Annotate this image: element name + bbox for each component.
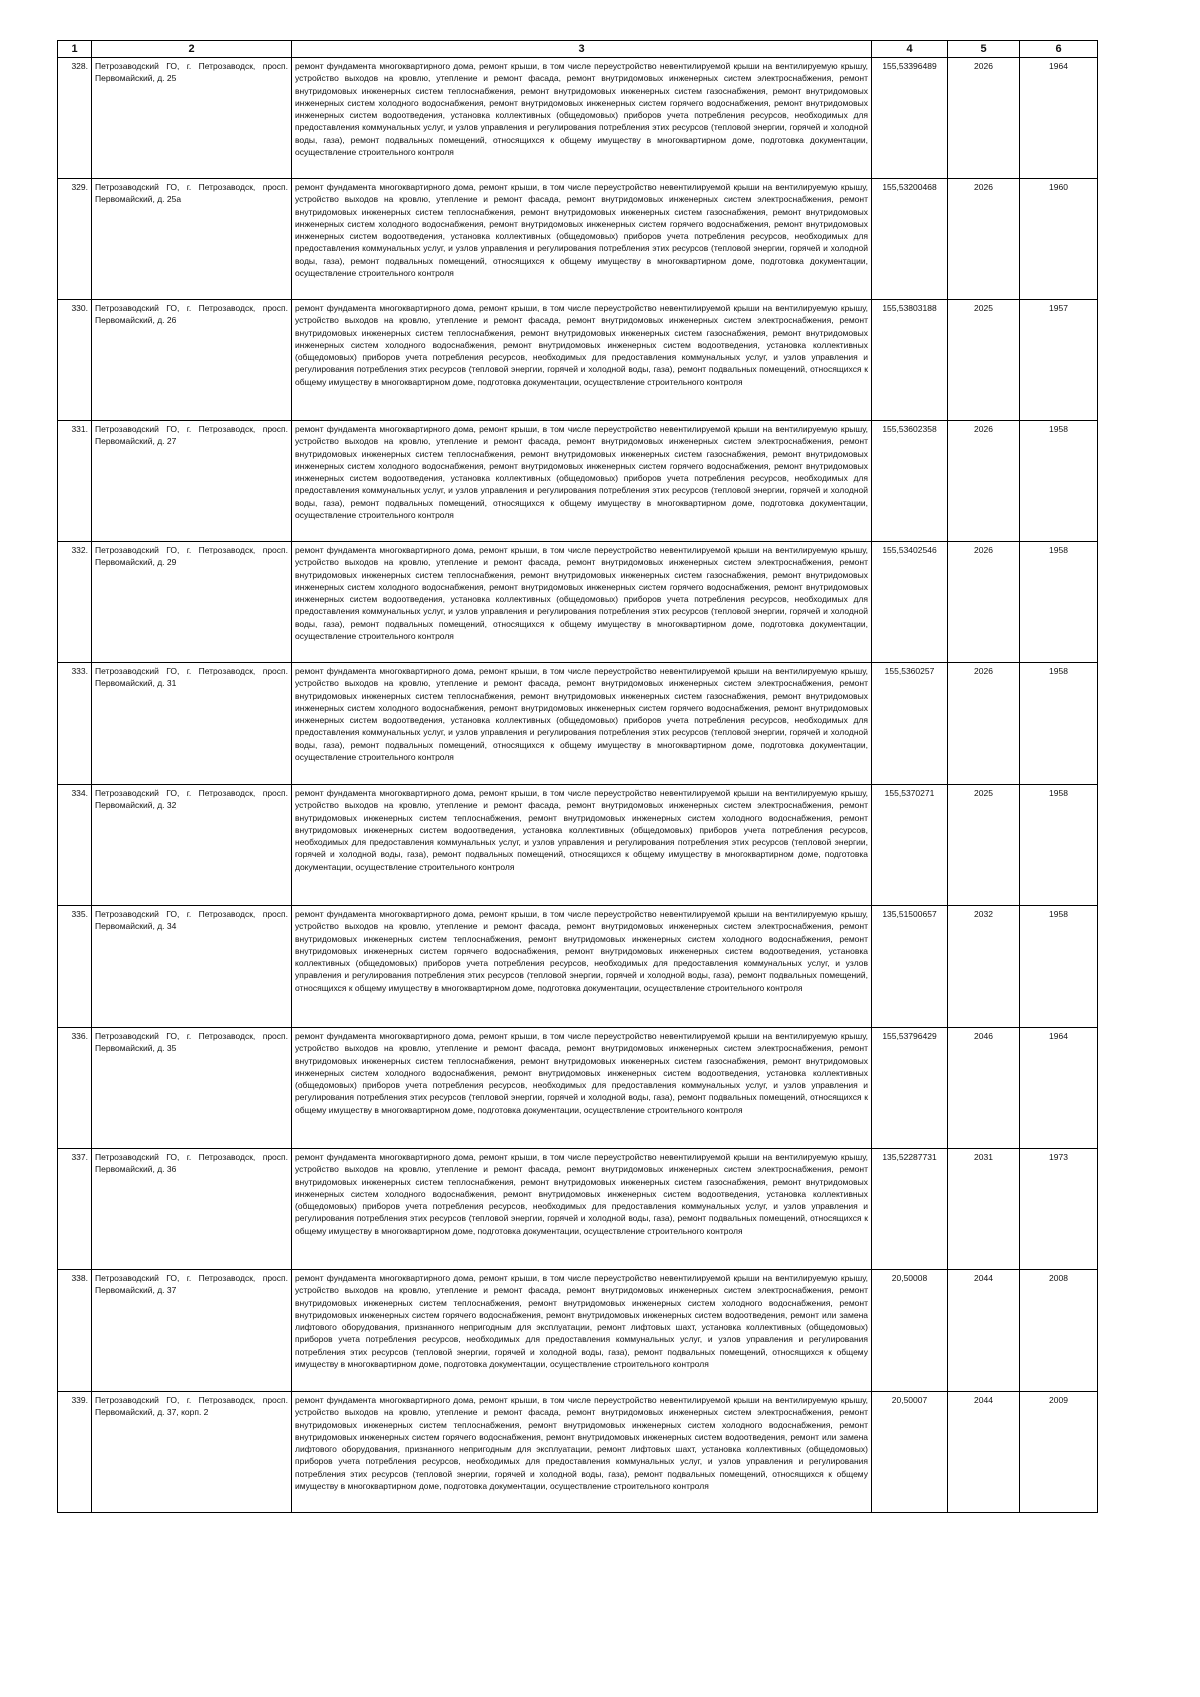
table-row	[58, 785, 1098, 906]
row-number: 330.	[58, 300, 92, 421]
table-row	[58, 1149, 1098, 1270]
table-row	[58, 421, 1098, 542]
row-number: 334.	[58, 785, 92, 906]
built-year-cell: 1964	[1020, 1028, 1098, 1149]
table-row	[58, 1028, 1098, 1149]
value-cell: 155,5360257	[872, 663, 948, 785]
built-year-cell: 1973	[1020, 1149, 1098, 1270]
value-cell: 135,52287731	[872, 1149, 948, 1270]
works-cell: ремонт фундамента многоквартирного дома, ремонт крыши, в том числе переустройство невентилируемой крыши на вентилируемую крышу, устройство выходов на кровлю, утепление и ремонт фасада, ремонт внутридомовых инженерных систем электроснабжения, ремонт внутридомовых инженерных систем теплоснабжения, ремонт внутридомовых инженерных систем холодного водоснабжения, ремонт внутридомовых инженерных систем горячего водоснабжения, ремонт внутридомовых инженерных систем водоотведения, ремонт или замена лифтового оборудования, признанного непригодным для эксплуатации, ремонт лифтовых шахт, установка коллективных (общедомовых) приборов учета потребления ресурсов, необходимых для предоставления коммунальных услуг, и узлов управления и регулирования потребления этих ресурсов (тепловой энергии, горячей и холодной воды, газа), ремонт подвальных помещений, относящихся к общему имуществу в многоквартирном доме, подготовка документации, осуществление строительного контроля	[292, 1392, 872, 1513]
works-cell: ремонт фундамента многоквартирного дома, ремонт крыши, в том числе переустройство невентилируемой крыши на вентилируемую крышу, устройство выходов на кровлю, утепление и ремонт фасада, ремонт внутридомовых инженерных систем электроснабжения, ремонт внутридомовых инженерных систем теплоснабжения, ремонт внутридомовых инженерных систем холодного водоснабжения, ремонт внутридомовых инженерных систем водоотведения, установка коллективных (общедомовых) приборов учета потребления ресурсов, необходимых для предоставления коммунальных услуг, и узлов управления и регулирования потребления этих ресурсов (тепловой энергии, горячей и холодной воды, газа), ремонт подвальных помещений, относящихся к общему имуществу в многоквартирном доме, подготовка документации, осуществление строительного контроля	[292, 785, 872, 906]
address-cell: Петрозаводский ГО, г. Петрозаводск, просп. Первомайский, д. 29	[92, 542, 292, 663]
value-cell: 20,50008	[872, 1270, 948, 1392]
works-cell: ремонт фундамента многоквартирного дома, ремонт крыши, в том числе переустройство невентилируемой крыши на вентилируемую крышу, устройство выходов на кровлю, утепление и ремонт фасада, ремонт внутридомовых инженерных систем электроснабжения, ремонт внутридомовых инженерных систем теплоснабжения, ремонт внутридомовых инженерных систем газоснабжения, ремонт внутридомовых инженерных систем холодного водоснабжения, ремонт внутридомовых инженерных систем горячего водоснабжения, ремонт внутридомовых инженерных систем водоотведения, установка коллективных (общедомовых) приборов учета потребления ресурсов, необходимых для предоставления коммунальных услуг, и узлов управления и регулирования потребления этих ресурсов (тепловой энергии, горячей и холодной воды, газа), ремонт подвальных помещений, относящихся к общему имуществу в многоквартирном доме, подготовка документации, осуществление строительного контроля	[292, 663, 872, 785]
address-cell: Петрозаводский ГО, г. Петрозаводск, просп. Первомайский, д. 37	[92, 1270, 292, 1392]
row-number: 335.	[58, 906, 92, 1028]
value-cell: 155,53402546	[872, 542, 948, 663]
column-header: 5	[948, 41, 1020, 58]
built-year-cell: 1960	[1020, 179, 1098, 300]
address-cell: Петрозаводский ГО, г. Петрозаводск, просп. Первомайский, д. 34	[92, 906, 292, 1028]
address-cell: Петрозаводский ГО, г. Петрозаводск, просп. Первомайский, д. 25	[92, 58, 292, 179]
value-cell: 155,5370271	[872, 785, 948, 906]
value-cell: 155,53396489	[872, 58, 948, 179]
address-cell: Петрозаводский ГО, г. Петрозаводск, просп. Первомайский, д. 37, корп. 2	[92, 1392, 292, 1513]
value-cell: 135,51500657	[872, 906, 948, 1028]
value-cell: 155,53200468	[872, 179, 948, 300]
header-row	[58, 41, 1098, 58]
year-cell: 2031	[948, 1149, 1020, 1270]
row-number: 332.	[58, 542, 92, 663]
year-cell: 2025	[948, 785, 1020, 906]
address-cell: Петрозаводский ГО, г. Петрозаводск, просп. Первомайский, д. 32	[92, 785, 292, 906]
address-cell: Петрозаводский ГО, г. Петрозаводск, просп. Первомайский, д. 27	[92, 421, 292, 542]
address-cell: Петрозаводский ГО, г. Петрозаводск, просп. Первомайский, д. 25а	[92, 179, 292, 300]
table-row	[58, 300, 1098, 421]
year-cell: 2026	[948, 179, 1020, 300]
year-cell: 2026	[948, 421, 1020, 542]
column-header: 3	[292, 41, 872, 58]
works-cell: ремонт фундамента многоквартирного дома, ремонт крыши, в том числе переустройство невентилируемой крыши на вентилируемую крышу, устройство выходов на кровлю, утепление и ремонт фасада, ремонт внутридомовых инженерных систем электроснабжения, ремонт внутридомовых инженерных систем теплоснабжения, ремонт внутридомовых инженерных систем газоснабжения, ремонт внутридомовых инженерных систем холодного водоснабжения, ремонт внутридомовых инженерных систем водоотведения, установка коллективных (общедомовых) приборов учета потребления ресурсов, необходимых для предоставления коммунальных услуг, и узлов управления и регулирования потребления этих ресурсов (тепловой энергии, горячей и холодной воды, газа), ремонт подвальных помещений, относящихся к общему имуществу в многоквартирном доме, подготовка документации, осуществление строительного контроля	[292, 1149, 872, 1270]
document-page	[57, 40, 1097, 1513]
table-row	[58, 179, 1098, 300]
works-cell: ремонт фундамента многоквартирного дома, ремонт крыши, в том числе переустройство невентилируемой крыши на вентилируемую крышу, устройство выходов на кровлю, утепление и ремонт фасада, ремонт внутридомовых инженерных систем электроснабжения, ремонт внутридомовых инженерных систем теплоснабжения, ремонт внутридомовых инженерных систем газоснабжения, ремонт внутридомовых инженерных систем холодного водоснабжения, ремонт внутридомовых инженерных систем водоотведения, установка коллективных (общедомовых) приборов учета потребления ресурсов, необходимых для предоставления коммунальных услуг, и узлов управления и регулирования потребления этих ресурсов (тепловой энергии, горячей и холодной воды, газа), ремонт подвальных помещений, относящихся к общему имуществу в многоквартирном доме, подготовка документации, осуществление строительного контроля	[292, 300, 872, 421]
value-cell: 20,50007	[872, 1392, 948, 1513]
built-year-cell: 1964	[1020, 58, 1098, 179]
built-year-cell: 2008	[1020, 1270, 1098, 1392]
year-cell: 2032	[948, 906, 1020, 1028]
year-cell: 2026	[948, 58, 1020, 179]
built-year-cell: 1958	[1020, 785, 1098, 906]
column-header: 4	[872, 41, 948, 58]
value-cell: 155,53796429	[872, 1028, 948, 1149]
row-number: 331.	[58, 421, 92, 542]
works-cell: ремонт фундамента многоквартирного дома, ремонт крыши, в том числе переустройство невентилируемой крыши на вентилируемую крышу, устройство выходов на кровлю, утепление и ремонт фасада, ремонт внутридомовых инженерных систем электроснабжения, ремонт внутридомовых инженерных систем теплоснабжения, ремонт внутридомовых инженерных систем холодного водоснабжения, ремонт внутридомовых инженерных систем горячего водоснабжения, ремонт внутридомовых инженерных систем водоотведения, установка коллективных (общедомовых) приборов учета потребления ресурсов, необходимых для предоставления коммунальных услуг, и узлов управления и регулирования потребления этих ресурсов (тепловой энергии, горячей и холодной воды, газа), ремонт подвальных помещений, относящихся к общему имуществу в многоквартирном доме, подготовка документации, осуществление строительного контроля	[292, 906, 872, 1028]
table-row	[58, 663, 1098, 785]
row-number: 329.	[58, 179, 92, 300]
row-number: 338.	[58, 1270, 92, 1392]
built-year-cell: 1957	[1020, 300, 1098, 421]
value-cell: 155,53803188	[872, 300, 948, 421]
row-number: 333.	[58, 663, 92, 785]
works-cell: ремонт фундамента многоквартирного дома, ремонт крыши, в том числе переустройство невентилируемой крыши на вентилируемую крышу, устройство выходов на кровлю, утепление и ремонт фасада, ремонт внутридомовых инженерных систем электроснабжения, ремонт внутридомовых инженерных систем теплоснабжения, ремонт внутридомовых инженерных систем холодного водоснабжения, ремонт внутридомовых инженерных систем горячего водоснабжения, ремонт внутридомовых инженерных систем водоотведения, ремонт или замена лифтового оборудования, признанного непригодным для эксплуатации, ремонт лифтовых шахт, установка коллективных (общедомовых) приборов учета потребления ресурсов, необходимых для предоставления коммунальных услуг, и узлов управления и регулирования потребления этих ресурсов (тепловой энергии, горячей и холодной воды, газа), ремонт подвальных помещений, относящихся к общему имуществу в многоквартирном доме, подготовка документации, осуществление строительного контроля	[292, 1270, 872, 1392]
works-cell: ремонт фундамента многоквартирного дома, ремонт крыши, в том числе переустройство невентилируемой крыши на вентилируемую крышу, устройство выходов на кровлю, утепление и ремонт фасада, ремонт внутридомовых инженерных систем электроснабжения, ремонт внутридомовых инженерных систем теплоснабжения, ремонт внутридомовых инженерных систем газоснабжения, ремонт внутридомовых инженерных систем холодного водоснабжения, ремонт внутридомовых инженерных систем горячего водоснабжения, ремонт внутридомовых инженерных систем водоотведения, установка коллективных (общедомовых) приборов учета потребления ресурсов, необходимых для предоставления коммунальных услуг, и узлов управления и регулирования потребления этих ресурсов (тепловой энергии, горячей и холодной воды, газа), ремонт подвальных помещений, относящихся к общему имуществу в многоквартирном доме, подготовка документации, осуществление строительного контроля	[292, 542, 872, 663]
built-year-cell: 2009	[1020, 1392, 1098, 1513]
address-cell: Петрозаводский ГО, г. Петрозаводск, просп. Первомайский, д. 36	[92, 1149, 292, 1270]
works-cell: ремонт фундамента многоквартирного дома, ремонт крыши, в том числе переустройство невентилируемой крыши на вентилируемую крышу, устройство выходов на кровлю, утепление и ремонт фасада, ремонт внутридомовых инженерных систем электроснабжения, ремонт внутридомовых инженерных систем теплоснабжения, ремонт внутридомовых инженерных систем газоснабжения, ремонт внутридомовых инженерных систем холодного водоснабжения, ремонт внутридомовых инженерных систем горячего водоснабжения, ремонт внутридомовых инженерных систем водоотведения, установка коллективных (общедомовых) приборов учета потребления ресурсов, необходимых для предоставления коммунальных услуг, и узлов управления и регулирования потребления этих ресурсов (тепловой энергии, горячей и холодной воды, газа), ремонт подвальных помещений, относящихся к общему имуществу в многоквартирном доме, подготовка документации, осуществление строительного контроля	[292, 179, 872, 300]
column-header: 1	[58, 41, 92, 58]
year-cell: 2026	[948, 542, 1020, 663]
built-year-cell: 1958	[1020, 421, 1098, 542]
value-cell: 155,53602358	[872, 421, 948, 542]
works-cell: ремонт фундамента многоквартирного дома, ремонт крыши, в том числе переустройство невентилируемой крыши на вентилируемую крышу, устройство выходов на кровлю, утепление и ремонт фасада, ремонт внутридомовых инженерных систем электроснабжения, ремонт внутридомовых инженерных систем теплоснабжения, ремонт внутридомовых инженерных систем газоснабжения, ремонт внутридомовых инженерных систем холодного водоснабжения, ремонт внутридомовых инженерных систем горячего водоснабжения, ремонт внутридомовых инженерных систем водоотведения, установка коллективных (общедомовых) приборов учета потребления ресурсов, необходимых для предоставления коммунальных услуг, и узлов управления и регулирования потребления этих ресурсов (тепловой энергии, горячей и холодной воды, газа), ремонт подвальных помещений, относящихся к общему имуществу в многоквартирном доме, подготовка документации, осуществление строительного контроля	[292, 421, 872, 542]
column-header: 6	[1020, 41, 1098, 58]
column-header: 2	[92, 41, 292, 58]
year-cell: 2044	[948, 1270, 1020, 1392]
year-cell: 2025	[948, 300, 1020, 421]
year-cell: 2044	[948, 1392, 1020, 1513]
built-year-cell: 1958	[1020, 906, 1098, 1028]
table-row	[58, 1270, 1098, 1392]
row-number: 328.	[58, 58, 92, 179]
table-row	[58, 542, 1098, 663]
year-cell: 2046	[948, 1028, 1020, 1149]
address-cell: Петрозаводский ГО, г. Петрозаводск, просп. Первомайский, д. 31	[92, 663, 292, 785]
works-cell: ремонт фундамента многоквартирного дома, ремонт крыши, в том числе переустройство невентилируемой крыши на вентилируемую крышу, устройство выходов на кровлю, утепление и ремонт фасада, ремонт внутридомовых инженерных систем электроснабжения, ремонт внутридомовых инженерных систем теплоснабжения, ремонт внутридомовых инженерных систем газоснабжения, ремонт внутридомовых инженерных систем холодного водоснабжения, ремонт внутридомовых инженерных систем горячего водоснабжения, ремонт внутридомовых инженерных систем водоотведения, установка коллективных (общедомовых) приборов учета потребления ресурсов, необходимых для предоставления коммунальных услуг, и узлов управления и регулирования потребления этих ресурсов (тепловой энергии, горячей и холодной воды, газа), ремонт подвальных помещений, относящихся к общему имуществу в многоквартирном доме, подготовка документации, осуществление строительного контроля	[292, 58, 872, 179]
address-cell: Петрозаводский ГО, г. Петрозаводск, просп. Первомайский, д. 26	[92, 300, 292, 421]
row-number: 337.	[58, 1149, 92, 1270]
year-cell: 2026	[948, 663, 1020, 785]
table-row	[58, 1392, 1098, 1513]
row-number: 339.	[58, 1392, 92, 1513]
row-number: 336.	[58, 1028, 92, 1149]
works-cell: ремонт фундамента многоквартирного дома, ремонт крыши, в том числе переустройство невентилируемой крыши на вентилируемую крышу, устройство выходов на кровлю, утепление и ремонт фасада, ремонт внутридомовых инженерных систем электроснабжения, ремонт внутридомовых инженерных систем теплоснабжения, ремонт внутридомовых инженерных систем газоснабжения, ремонт внутридомовых инженерных систем холодного водоснабжения, ремонт внутридомовых инженерных систем водоотведения, установка коллективных (общедомовых) приборов учета потребления ресурсов, необходимых для предоставления коммунальных услуг, и узлов управления и регулирования потребления этих ресурсов (тепловой энергии, горячей и холодной воды, газа), ремонт подвальных помещений, относящихся к общему имуществу в многоквартирном доме, подготовка документации, осуществление строительного контроля	[292, 1028, 872, 1149]
built-year-cell: 1958	[1020, 663, 1098, 785]
built-year-cell: 1958	[1020, 542, 1098, 663]
address-cell: Петрозаводский ГО, г. Петрозаводск, просп. Первомайский, д. 35	[92, 1028, 292, 1149]
repair-program-table	[57, 40, 1098, 1513]
table-row	[58, 58, 1098, 179]
table-row	[58, 906, 1098, 1028]
